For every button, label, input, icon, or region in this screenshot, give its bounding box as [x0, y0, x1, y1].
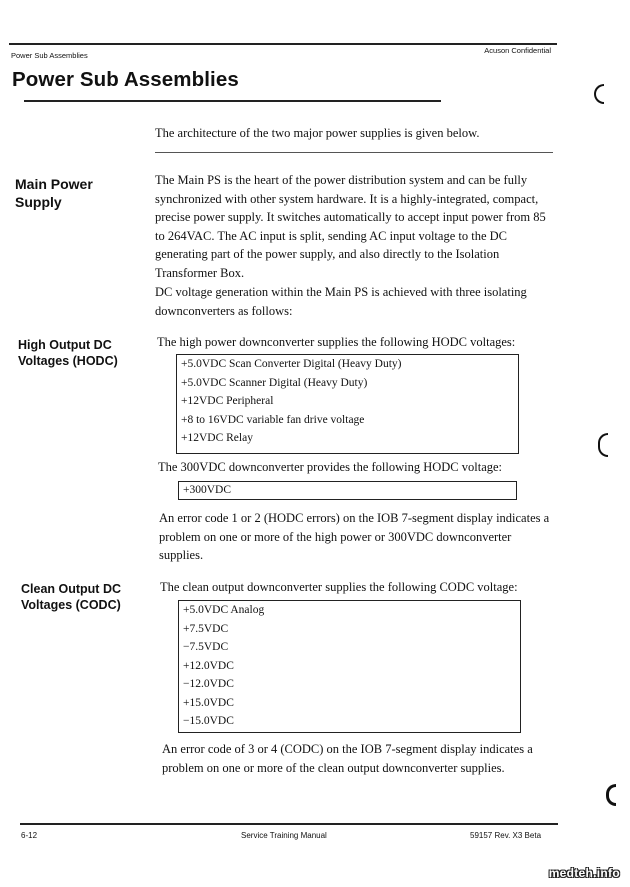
hodc-heading: [18, 338, 143, 369]
codc-voltage-box: [178, 600, 521, 733]
hodc-voltage-item: +5.0VDC Scan Converter Digital (Heavy Duty): [181, 358, 402, 370]
hodc-lead: The high power downconverter supplies the following HODC voltages:: [157, 335, 516, 349]
main-power-supply-heading: [15, 175, 125, 211]
title-rule: [24, 100, 441, 102]
binder-hole-top-icon: [594, 84, 604, 104]
intro-rule: [155, 152, 553, 153]
hodc-voltage-item: +5.0VDC Scanner Digital (Heavy Duty): [181, 376, 368, 389]
codc-voltage-item: +12.0VDC: [183, 659, 234, 672]
codc-heading-text: Clean Output DC Voltages (CODC): [21, 582, 121, 612]
hodc-voltage-item: +12VDC Relay: [181, 432, 253, 444]
manual-title: Service Training Manual: [241, 831, 327, 840]
header-rule: [9, 43, 557, 45]
page-number: 6-12: [21, 831, 38, 840]
confidential-label: Acuson Confidential: [484, 46, 551, 55]
intro-text: The architecture of the two major power supplies is given below.: [155, 126, 480, 140]
hodc-heading-text: High Output DC Voltages (HODC): [18, 338, 118, 368]
binder-hole-middle-icon: [598, 433, 608, 457]
hodc-error-note: An error code 1 or 2 (HODC errors) on the IOB 7-segment display indicates a problem on one or more of the high power or 300VDC downconverter supplies.: [159, 511, 550, 562]
main-power-supply-heading-text: Main Power Supply: [15, 176, 93, 210]
codc-error-note: An error code of 3 or 4 (CODC) on the IOB 7-segment display indicates a problem on one or more of the clean output downconverter supplies.: [162, 742, 533, 775]
codc-voltage-item: +5.0VDC Analog: [183, 604, 265, 616]
hodc-300-voltage-item: +300VDC: [183, 484, 232, 496]
footer-rule: [20, 823, 558, 825]
codc-voltage-item: −7.5VDC: [183, 641, 229, 653]
running-title: Power Sub Assemblies: [11, 51, 88, 60]
hodc-voltage-box: [176, 354, 519, 454]
codc-voltage-item: −12.0VDC: [183, 678, 234, 690]
main-ps-paragraph-1: The Main PS is the heart of the power distribution system and can be fully synchronized with other system hardware. It is a highly-integrated, compact, precise power supply. It switches automatically to accept input power from 85 to 264VAC. The AC input is split, sending AC input voltage to the DC generating part of the power supply, and also directly to the Isolation Transformer Box.: [155, 173, 546, 280]
page-title: Power Sub Assemblies: [12, 68, 239, 91]
hodc-voltage-item: +12VDC Peripheral: [181, 395, 274, 407]
binder-hole-bottom-icon: [606, 784, 616, 806]
codc-heading: [21, 582, 146, 613]
revision-label: 59157 Rev. X3 Beta: [470, 831, 542, 840]
main-ps-paragraph-2: DC voltage generation within the Main PS is achieved with three isolating downconverters as follows:: [155, 285, 527, 318]
watermark: medteh.info: [548, 866, 620, 880]
codc-voltage-item: −15.0VDC: [183, 715, 234, 727]
hodc-300-voltage-box: [178, 481, 517, 500]
codc-voltage-item: +7.5VDC: [183, 622, 229, 635]
codc-voltage-item: +15.0VDC: [183, 696, 234, 709]
hodc-voltage-item: +8 to 16VDC variable fan drive voltage: [181, 413, 365, 426]
hodc-300-lead: The 300VDC downconverter provides the following HODC voltage:: [158, 460, 503, 474]
codc-lead: The clean output downconverter supplies the following CODC voltage:: [160, 580, 518, 594]
